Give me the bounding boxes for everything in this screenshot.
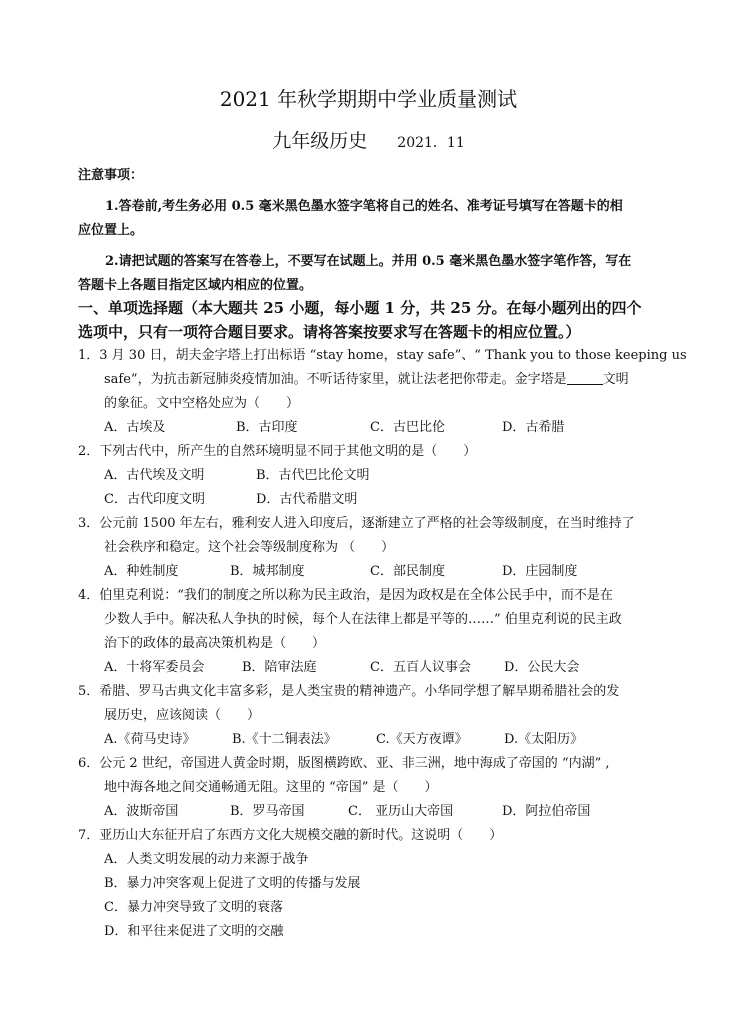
q2-options-row1 (78, 464, 668, 488)
exam-title: 2021 年秋学期期中学业质量测试 (219, 87, 518, 111)
q5-line2: 展历史，应该阅读（ ） (104, 708, 261, 723)
q5-option-a: A.《荷马史诗》 (104, 732, 196, 747)
question-4 (78, 584, 668, 680)
q4-line3: 治下的政体的最高决策机构是（ ） (104, 636, 326, 651)
q5-options (78, 728, 668, 752)
q6-option-c: C． 亚历山大帝国 (348, 804, 454, 819)
q3-option-c: C．部民制度 (370, 564, 445, 579)
q2-option-d: D．古代希腊文明 (256, 492, 358, 507)
notice-item-1 (78, 195, 663, 243)
q4-options (78, 656, 668, 680)
q5-option-b: B.《十二铜表法》 (232, 732, 337, 747)
question-7 (78, 824, 668, 944)
q3-line1: 3．公元前 1500 年左右，雅利安人进入印度后，逐渐建立了严格的社会等级制度，在当时维持了 (78, 516, 635, 531)
q7-option-a: A．人类文明发展的动力来源于战争 (104, 852, 309, 867)
section-1-line2: 选项中，只有一项符合题目要求。请将答案按要求写在答题卡的相应位置。） (78, 323, 581, 341)
q4-option-b: B．陪审法庭 (242, 660, 317, 675)
q2-option-a: A．古代埃及文明 (104, 468, 205, 483)
notice-item-1-line2: 应位置上。 (78, 223, 144, 238)
notice-item-2-line1: 2.请把试题的答案写在答卷上，不要写在试题上。并用 0.5 毫米黑色墨水签字笔作答，写在 (105, 254, 632, 269)
notice-item-2 (78, 250, 663, 298)
q5-option-c: C.《天方夜谭》 (376, 732, 468, 747)
q1-option-b: B．古印度 (236, 420, 298, 435)
q5-line1: 5．希腊、罗马古典文化丰富多彩，是人类宝贵的精神遗产。小华同学想了解早期希腊社会的发 (78, 684, 620, 699)
exam-subtitle (0, 128, 737, 156)
q2-option-c: C．古代印度文明 (104, 492, 205, 507)
q3-option-a: A．种姓制度 (104, 564, 179, 579)
q3-line2: 社会秩序和稳定。这个社会等级制度称为 （ ） (104, 540, 395, 555)
q6-line1: 6．公元 2 世纪，帝国进人黄金时期，版图横跨欧、亚、非三洲，地中海成了帝国的 “内湖” , (78, 756, 610, 771)
q6-options (78, 800, 668, 824)
q1-line1: 1．3 月 30 日，胡夫金字塔上打出标语 “stay home，stay safe”、“ Thank you to those keeping us (78, 348, 687, 363)
subject-label: 九年级历史 (272, 130, 368, 152)
q1-options (78, 416, 668, 440)
q3-options (78, 560, 668, 584)
q7-line1: 7．亚历山大东征开启了东西方文化大规模交融的新时代。这说明（ ） (78, 828, 503, 843)
q6-option-d: D．阿拉伯帝国 (502, 804, 591, 819)
q3-option-d: D．庄园制度 (502, 564, 578, 579)
question-2 (78, 440, 668, 512)
q4-option-a: A．十将军委员会 (104, 660, 205, 675)
q1-option-d: D．古希腊 (502, 420, 565, 435)
q1-line2-tail: 文明 (602, 372, 629, 387)
q4-option-c: C．五百人议事会 (370, 660, 471, 675)
q1-option-c: C．古巴比伦 (370, 420, 445, 435)
q6-line2: 地中海各地之间交通畅通无阻。这里的 “帝国” 是（ ） (104, 780, 438, 795)
q5-option-d: D.《太阳历》 (504, 732, 584, 747)
q2-line1: 2．下列古代中，所产生的自然环境明显不同于其他文明的是（ ） (78, 444, 477, 459)
question-3 (78, 512, 668, 584)
answer-blank (567, 370, 603, 385)
notice-heading: 注意事项： (78, 168, 144, 183)
q6-option-b: B．罗马帝国 (230, 804, 305, 819)
notice-item-2-line2: 答题卡上各题目指定区域内相应的位置。 (78, 278, 313, 293)
q4-line1: 4．伯里克利说：“我们的制度之所以称为民主政治，是因为政权是在全体公民手中，而不是在 (78, 588, 613, 603)
q6-option-a: A．波斯帝国 (104, 804, 179, 819)
q3-option-b: B．城邦制度 (230, 564, 305, 579)
q7-option-c: C．暴力冲突导致了文明的衰落 (104, 900, 283, 915)
section-1-line1: 一、单项选择题（本大题共 25 小题，每小题 1 分，共 25 分。在每小题列出的四个 (78, 299, 642, 317)
q1-line2-text: safe”，为抗击新冠肺炎疫情加油。不听话待家里，就让法老把你带走。金字塔是 (104, 372, 567, 387)
q1-line2 (78, 368, 668, 392)
q4-option-d: D．公民大会 (504, 660, 580, 675)
q7-option-d: D．和平往来促进了文明的交融 (104, 924, 284, 939)
question-1 (78, 344, 687, 440)
question-6 (78, 752, 668, 824)
notice-item-1-line1: 1.答卷前,考生务必用 0.5 毫米黑色墨水签字笔将自己的姓名、准考证号填写在答题卡的相 (105, 199, 623, 214)
q1-line3: 的象征。文中空格处应为（ ） (104, 396, 300, 411)
q7-option-b: B．暴力冲突客观上促进了文明的传播与发展 (104, 876, 361, 891)
exam-date: 2021．11 (397, 135, 465, 151)
section-1-heading (78, 296, 668, 344)
q1-option-a: A．古埃及 (104, 420, 166, 435)
question-5 (78, 680, 668, 752)
q4-line2: 少数人手中。解决私人争执的时候，每个人在法律上都是平等的……” 伯里克利说的民主政 (104, 612, 622, 627)
q2-option-b: B．古代巴比伦文明 (256, 468, 370, 483)
q2-options-row2 (78, 488, 668, 512)
